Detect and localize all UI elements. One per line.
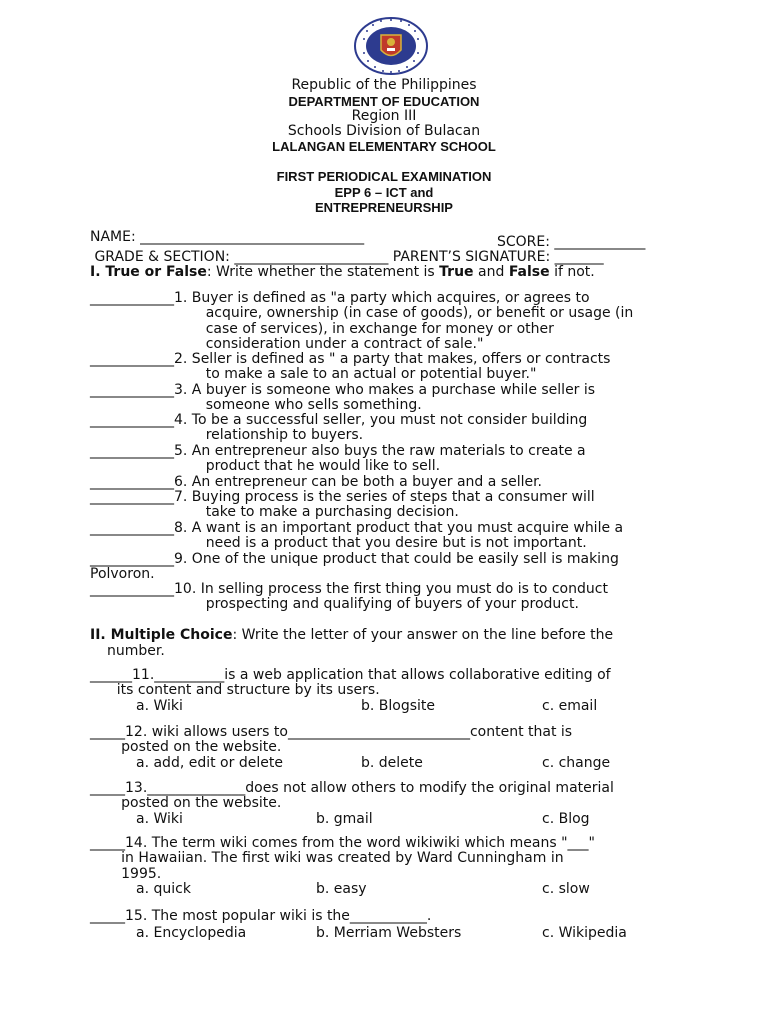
mc-11-choice-a: a. Wiki: [136, 698, 183, 714]
mc-13-choice-a: a. Wiki: [136, 811, 183, 827]
region-line: Region III: [351, 108, 417, 124]
tf-item-5: ____________5. An entrepreneur also buys the raw materials to create a product that he would like to sell.: [90, 443, 586, 475]
part2-instruction: II. Multiple Choice: Write the letter of your answer on the line before the: [90, 627, 614, 643]
tf-item-7: ____________7. Buying process is the series of steps that a consumer will take to make a purchasing decision.: [90, 489, 595, 521]
subject-line-1: EPP 6 – ICT and: [334, 185, 434, 200]
mc-14-choice-c: c. slow: [542, 881, 590, 897]
school-name: LALANGAN ELEMENTARY SCHOOL: [272, 139, 496, 154]
tf-item-2: ____________2. Seller is defined as " a party that makes, offers or contracts to make a sale to an actual or potential buyer.": [90, 351, 611, 383]
republic-line: Republic of the Philippines: [291, 77, 477, 93]
subject-line-2: ENTREPRENEURSHIP: [315, 200, 453, 215]
name-field[interactable]: NAME: ________________________________: [90, 229, 365, 245]
mc-11-choice-b: b. Blogsite: [361, 698, 436, 714]
division-line: Schools Division of Bulacan: [287, 123, 481, 139]
mc-15-choice-a: a. Encyclopedia: [136, 925, 247, 941]
exam-title: FIRST PERIODICAL EXAMINATION: [276, 169, 492, 184]
tf-item-9: ____________9. One of the unique product that could be easily sell is making Polvoron.: [90, 551, 619, 583]
part1-label: I. True or False: [90, 264, 207, 280]
mc-12-choice-b: b. delete: [361, 755, 423, 771]
mc-15-choice-b: b. Merriam Websters: [316, 925, 462, 941]
mc-question-15: _____15. The most popular wiki is the___________.: [90, 908, 432, 924]
mc-question-12: _____12. wiki allows users to__________________________content that is posted on the website.: [90, 724, 573, 756]
mc-14-choice-a: a. quick: [136, 881, 191, 897]
mc-12-choice-a: a. add, edit or delete: [136, 755, 283, 771]
tf-item-1: ____________1. Buyer is defined as "a party which acquires, or agrees to acquire, ownership (in case of goods), or benefit or usage (in case of services), in exchange for money or other consideration under a contract of sale.": [90, 290, 634, 353]
part2-label: II. Multiple Choice: [90, 627, 233, 643]
tf-item-8: ____________8. A want is an important product that you must acquire while a need is a product that you desire but is not important.: [90, 520, 624, 552]
department-line: DEPARTMENT OF EDUCATION: [288, 94, 480, 109]
tf-item-4: ____________4. To be a successful seller, you must not consider building relationship to buyers.: [90, 412, 588, 444]
grade-section-field[interactable]: GRADE & SECTION: ______________________ PARENT’S SIGNATURE: _______: [90, 249, 604, 265]
score-field[interactable]: SCORE: _____________: [497, 234, 646, 250]
part1-instruction: I. True or False: Write whether the statement is True and False if not.: [90, 264, 595, 280]
mc-question-13: _____13.______________does not allow others to modify the original material posted on the website.: [90, 780, 614, 812]
mc-12-choice-c: c. change: [542, 755, 611, 771]
deped-seal-logo: [354, 17, 428, 75]
tf-item-10: ____________10. In selling process the first thing you must do is to conduct prospecting and qualifying of buyers of your product.: [90, 581, 608, 613]
mc-11-choice-c: c. email: [542, 698, 598, 714]
tf-item-3: ____________3. A buyer is someone who makes a purchase while seller is someone who sells something.: [90, 382, 596, 414]
mc-14-choice-b: b. easy: [316, 881, 367, 897]
mc-question-11: ______11.__________is a web application that allows collaborative editing of its content and structure by its users.: [90, 667, 611, 699]
mc-question-14: _____14. The term wiki comes from the word wikiwiki which means "___" in Hawaiian. The first wiki was created by Ward Cunningham in 1995.: [90, 835, 595, 882]
tf-item-6: ____________6. An entrepreneur can be both a buyer and a seller.: [90, 474, 543, 490]
mc-13-choice-c: c. Blog: [542, 811, 590, 827]
part2-instruction-cont: number.: [107, 643, 165, 659]
mc-15-choice-c: c. Wikipedia: [542, 925, 627, 941]
mc-13-choice-b: b. gmail: [316, 811, 373, 827]
